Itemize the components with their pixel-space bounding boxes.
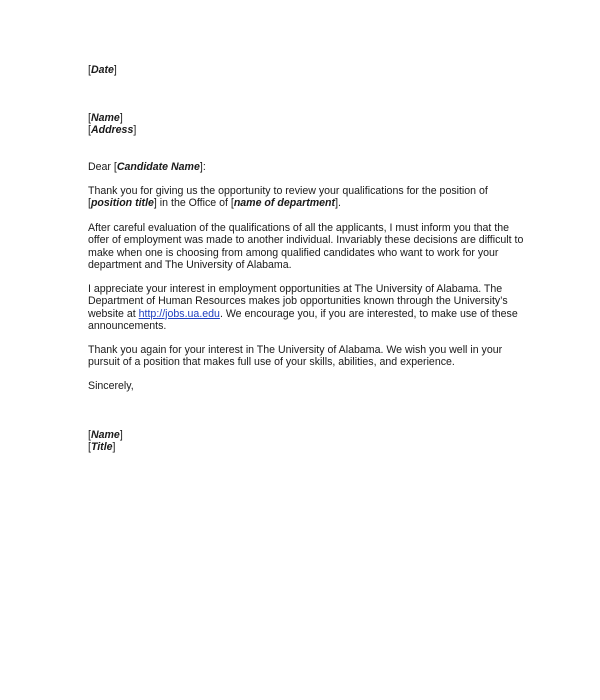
p3-text-before: I appreciate your interest in employment opportunities at The University of Alabama. The Department of Human Resources makes job opportunities known through the University’s website at: [88, 283, 508, 320]
p3-text-after: . We encourage you, if you are interested, to make use of these announcements.: [88, 307, 518, 333]
date-line: [Date]: [88, 64, 117, 76]
recipient-address-line: [Address]: [88, 124, 137, 137]
signature-title-placeholder: Title: [90, 441, 113, 454]
recipient-name-placeholder: Name: [90, 112, 120, 124]
jobs-website-link[interactable]: http://jobs.ua.edu: [138, 307, 220, 320]
salutation: [88, 161, 528, 173]
signature-name-placeholder: Name: [90, 429, 120, 441]
p2-text: After careful evaluation of the qualifications of all the applicants, I must inform you that the offer of employment was made to another individual. Invariably these decisions are difficult to make when one is choosing from among qualified candidates who want to work for your department and The University of Alabama.: [88, 222, 524, 272]
signature-block: [88, 429, 528, 454]
closing: [88, 380, 528, 392]
recipient-block: [88, 112, 528, 137]
department-name-placeholder: name of department: [233, 197, 336, 210]
p1-text-before: Thank you for giving us the opportunity to review your qualifications for the position of [: [88, 185, 488, 210]
paragraph-4: [88, 344, 528, 369]
closing-text: Sincerely,: [88, 380, 134, 392]
paragraph-1: [88, 185, 528, 210]
recipient-address-placeholder: Address: [90, 124, 134, 137]
salutation-prefix: Dear [: [88, 161, 117, 173]
date-placeholder: Date: [90, 64, 114, 76]
signature-name-line: [Name]: [88, 429, 123, 441]
salutation-suffix: ]:: [199, 161, 206, 173]
paragraph-2: [88, 222, 528, 272]
p1-text-between: ] in the Office of [: [153, 197, 234, 210]
candidate-name-placeholder: Candidate Name: [116, 161, 200, 173]
position-title-placeholder: position title: [90, 197, 154, 210]
signature-title-line: [Title]: [88, 441, 116, 454]
recipient-name-line: [Name]: [88, 112, 123, 124]
paragraph-3: [88, 283, 528, 333]
p1-text-end: ].: [335, 197, 341, 210]
p4-text: Thank you again for your interest in The University of Alabama. We wish you well in your pursuit of a position that makes full use of your skills, abilities, and experience.: [88, 344, 503, 369]
